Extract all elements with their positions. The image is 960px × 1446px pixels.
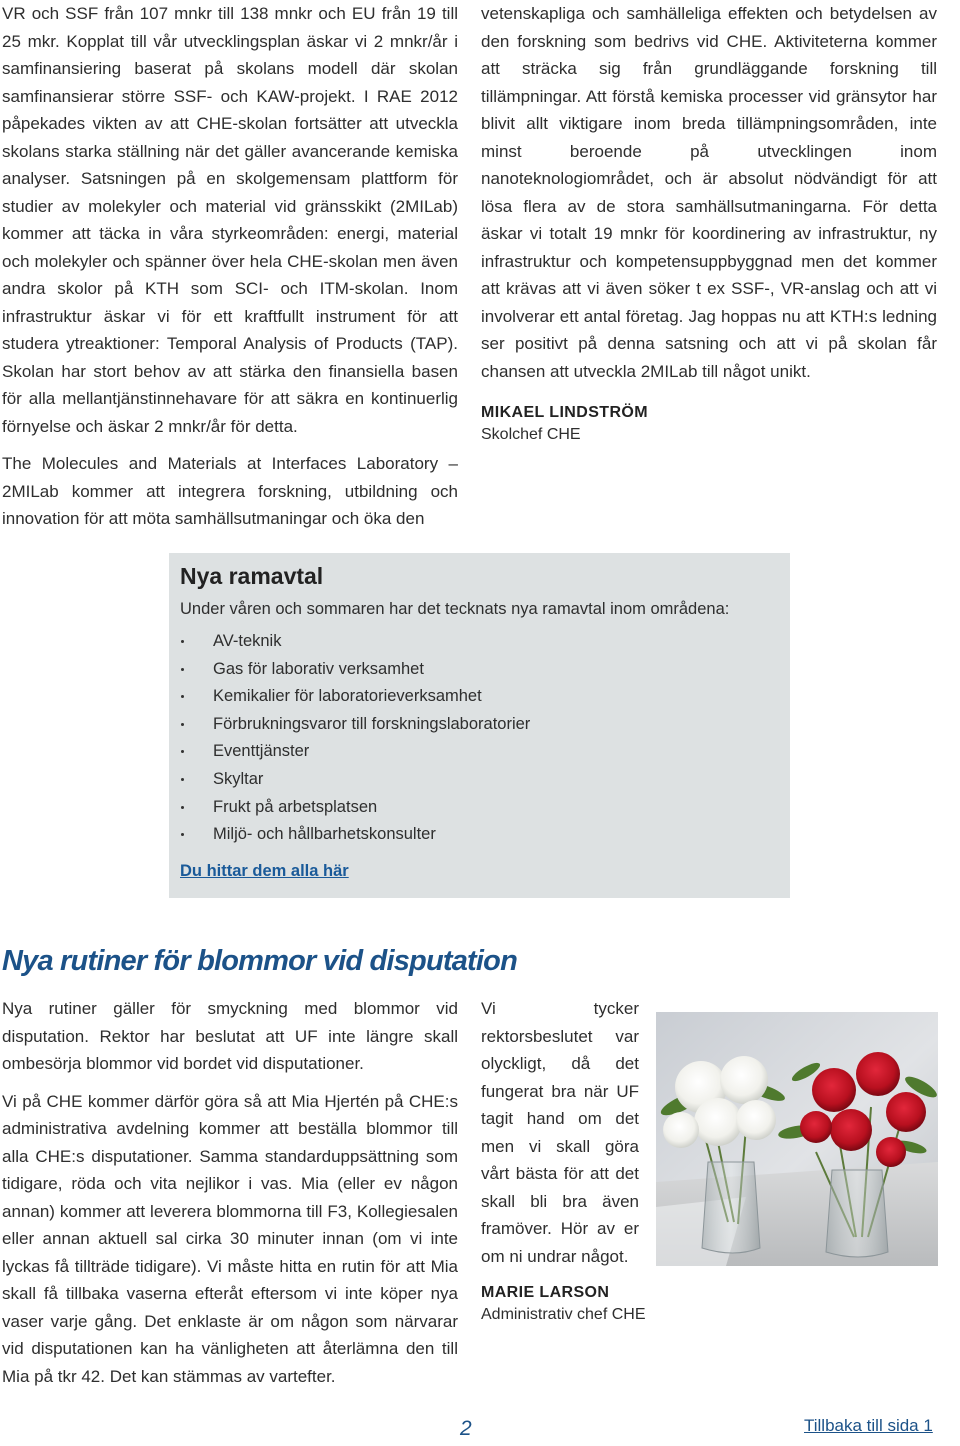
ramavtal-box <box>169 553 790 898</box>
list-item-label: Gas för laborativ verksamhet <box>213 659 424 678</box>
box-title: Nya ramavtal <box>180 563 324 589</box>
list-item <box>180 683 530 711</box>
body-paragraph: Vi tycker rektorsbeslutet var olyckligt, då det fungerat bra när UF tagit hand om det men vi skall göra vårt bästa för att det skall bli bra även framöver. Hör av er om ni undrar något. <box>481 999 639 1266</box>
bullet-icon <box>181 806 184 809</box>
list-item-label: Kemikalier för laboratorieverksamhet <box>213 687 482 706</box>
body-paragraph: Vi på CHE kommer därför göra så att Mia Hjertén på CHE:s administrativa avdelning kommer att beställa blommor till alla CHE:s disputationer. Samma standarduppsättning som tidigare, röda och vita nejlikor i vas. Mia (eller ev någon annan) kommer att leverera blommorna till F3, Kollegiesalen eller annan aktuell sal cirka 30 minuter innan (om vi inte lyckas få tillträde tidigare). Vi måste hitta en rutin för att Mia skall få tillbaka vaserna efteråt eftersom vi inte köper nya vaser varje gång. Det enklaste är om någon som närvarar vid disputationen kan ha vänligheten att återlämna den till Mia på tkr 42. Det kan stämmas av vartefter. <box>2 1091 458 1386</box>
top-left-column <box>2 0 458 533</box>
signature-name: MIKAEL LINDSTRÖM <box>481 404 648 421</box>
top-right-column <box>481 0 937 385</box>
signature-name: MARIE LARSON <box>481 1284 610 1301</box>
box-intro: Under våren och sommaren har det tecknats nya ramavtal inom områdena: <box>180 600 730 618</box>
list-item-label: Skyltar <box>213 769 264 788</box>
flowers-photo <box>656 1012 938 1266</box>
section-title: Nya rutiner för blommor vid disputation <box>2 945 518 977</box>
list-item <box>180 656 530 684</box>
list-item-label: Förbrukningsvaror till forskningslaboratorier <box>213 714 531 733</box>
bullet-icon <box>181 750 184 753</box>
list-item <box>180 628 530 656</box>
bottom-left-column <box>2 995 458 1390</box>
bullet-icon <box>181 695 184 698</box>
body-paragraph: VR och SSF från 107 mnkr till 138 mnkr och EU från 19 till 25 mkr. Kopplat till vår utvecklingsplan äskar vi 2 mnkr/år i samfinansiering baserat på skolans modell där skolan samfinansierar större SSF- och KAW-projekt. I RAE 2012 påpekades vikten av att CHE-skolan fortsätter att utveckla skolans starka ställning när det gäller avancerande kemiska analyser. Satsningen på en skolgemensam plattform för studier av molekyler och material vid gränsskikt (2MILab) kommer att täcka in våra styrkeområden: energi, material och molekyler och spänner över hela CHE-skolan men även andra skolor på KTH som SCI- och ITM-skolan. Inom infrastruktur äskar vi för ett kraftfullt instrument för att studera ytreaktioner: Temporal Analysis of Products (TAP). Skolan har stort behov av att stärka den finansiella basen för alla mellantjänstinnehavare för att säkra en kontinuerlig förnyelse och äskar 2 mnkr/år för detta. <box>2 4 458 436</box>
bullet-icon <box>181 833 184 836</box>
bottom-right-column <box>481 995 639 1270</box>
list-item <box>180 766 530 794</box>
list-item-label: AV-teknik <box>213 632 282 650</box>
bullet-icon <box>181 778 184 781</box>
list-item-label: Frukt på arbetsplatsen <box>213 797 378 816</box>
signature-role: Administrativ chef CHE <box>481 1306 646 1323</box>
bullet-icon <box>181 723 184 726</box>
page-number: 2 <box>460 1417 472 1440</box>
ramavtal-link[interactable]: Du hittar dem alla här <box>180 862 349 880</box>
body-paragraph: The Molecules and Materials at Interfaces Laboratory – 2MILab kommer att integrera forskning, utbildning och innovation för att möta samhällsutmaningar och öka den <box>2 454 458 528</box>
list-item-label: Eventtjänster <box>213 742 310 761</box>
body-paragraph: Nya rutiner gäller för smyckning med blommor vid disputation. Rektor har beslutat att UF inte längre skall ombesörja blommor vid bordet vid disputationer. <box>2 999 458 1073</box>
list-item <box>180 794 530 822</box>
signature-role: Skolchef CHE <box>481 426 581 443</box>
signature-lindstrom <box>481 402 648 446</box>
list-item <box>180 711 530 739</box>
list-item <box>180 821 530 849</box>
back-to-page-1-link[interactable]: Tillbaka till sida 1 <box>804 1416 933 1435</box>
list-item <box>180 738 530 766</box>
bullet-icon <box>181 640 184 643</box>
body-paragraph: vetenskapliga och samhälleliga effekten och betydelsen av den forskning som bedrivs vid CHE. Aktiviteterna kommer att sträcka sig från grundläggande forskning till tillämpningar. Att förstå kemiska processer vid gränsytor har blivit allt viktigare inom breda tillämpningsområden, inte minst beroende på utvecklingen inom nanoteknologiområdet, och är absolut nödvändigt för att lösa flera av de stora samhällsutmaningarna. För detta äskar vi totalt 19 mnkr för koordinering av infrastruktur, ny infrastruktur och kompetensuppbyggnad men det kommer att krävas att vi även söker t ex SSF-, VR-anslag och att vi involverar ett antal företag. Jag hoppas nu att KTH:s ledning ser positivt på denna satsning och att vi på skolan får chansen att utveckla 2MILab till något unikt. <box>481 4 937 381</box>
bullet-icon <box>181 668 184 671</box>
ramavtal-list <box>180 628 530 849</box>
list-item-label: Miljö- och hållbarhetskonsulter <box>213 825 436 844</box>
signature-larson <box>481 1282 646 1326</box>
